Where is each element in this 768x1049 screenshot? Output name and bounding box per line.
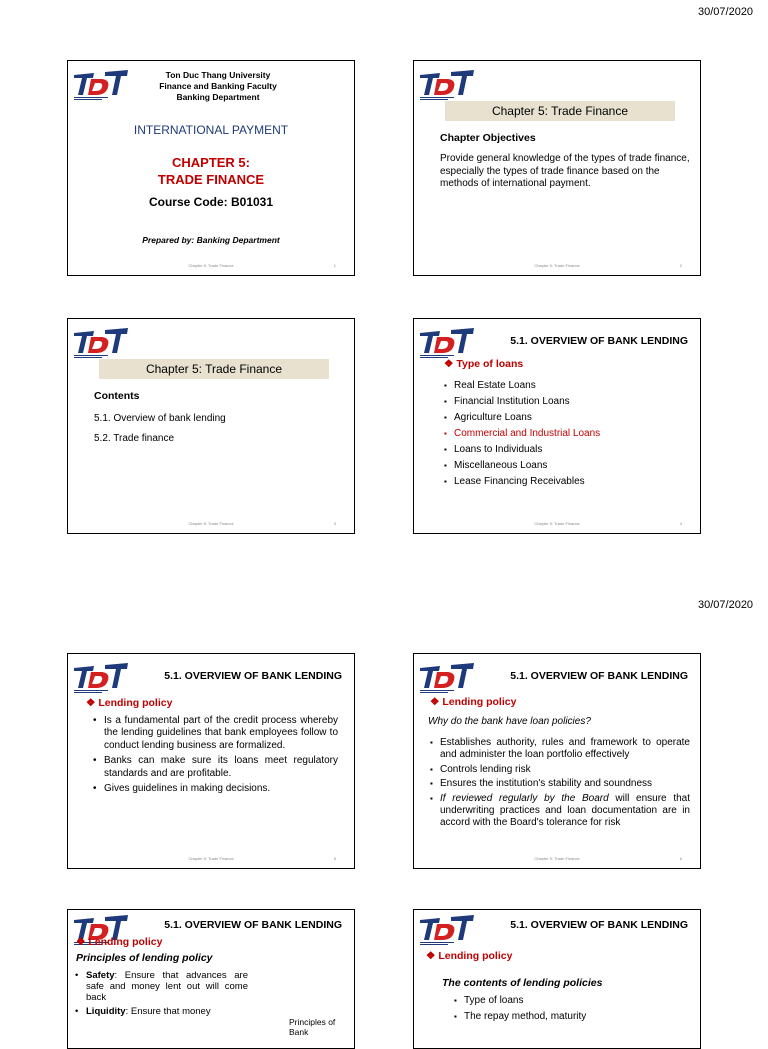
- list-item: [428, 793, 690, 830]
- list-item: [72, 970, 248, 1003]
- diamond-bullet-icon: ❖: [430, 696, 443, 708]
- principle-text: : Ensure that money: [125, 1006, 211, 1017]
- slide-footer: Chapter 5: Trade Finance: [188, 521, 234, 526]
- prepared-by: Prepared by: Banking Department: [142, 235, 280, 245]
- slide-footer: Chapter 5: Trade Finance: [188, 856, 234, 861]
- lending-policy-heading: [86, 697, 172, 709]
- list-item: ▪ Agriculture Loans: [442, 410, 692, 426]
- list-item: • Gives guidelines in making decisions.: [90, 783, 338, 795]
- list-item-highlighted: ▪ Commercial and Industrial Loans: [442, 426, 692, 442]
- list-item: ▪ Miscellaneous Loans: [442, 458, 692, 474]
- page-date: 30/07/2020: [698, 6, 754, 18]
- subheading-text: Lending policy: [442, 696, 517, 708]
- course-code: Course Code: B01031: [148, 195, 274, 209]
- list-item: • Banks can make sure its loans meet regulatory standards and are profitable.: [90, 755, 338, 780]
- contents-item: 5.1. Overview of bank lending: [94, 413, 226, 424]
- slide-number: 5: [333, 856, 336, 861]
- slide-header: 5.1. OVERVIEW OF BANK LENDING: [510, 919, 688, 931]
- chapter-title: TRADE FINANCE: [157, 172, 265, 187]
- subheading-text: Lending policy: [98, 697, 173, 709]
- slide-header: 5.1. OVERVIEW OF BANK LENDING: [510, 335, 688, 347]
- slide-footer: Chapter 5: Trade Finance: [534, 521, 580, 526]
- loan-types-list: [442, 378, 692, 490]
- slide-3: [67, 318, 355, 534]
- university-logo-icon: [72, 660, 130, 694]
- list-item: ▪ Financial Institution Loans: [442, 394, 692, 410]
- lending-policy-list: [90, 715, 338, 795]
- slide-header: 5.1. OVERVIEW OF BANK LENDING: [164, 670, 342, 682]
- slide-2: [413, 60, 701, 276]
- objectives-body: Provide general knowledge of the types of trade finance, especially the types of trade finance based on the methods of international payment.: [440, 153, 690, 189]
- slide-number: 3: [333, 521, 336, 526]
- university-logo-icon: [418, 660, 476, 694]
- list-item-text: will ensure that underwriting practices and loan documentation are in accord with the Board's tolerance for risk: [440, 792, 690, 829]
- list-item: ▪ Loans to Individuals: [442, 442, 692, 458]
- principle-text: : Ensure that advances are safe and money lent out will come back: [86, 970, 248, 1003]
- list-item: ▪ Real Estate Loans: [442, 378, 692, 394]
- university-logo-icon: [418, 67, 476, 101]
- slide-number: 6: [679, 856, 682, 861]
- slide-8: [413, 909, 701, 1049]
- question-text: Why do the bank have loan policies?: [428, 716, 591, 727]
- diamond-bullet-icon: ❖: [86, 697, 99, 709]
- slide-footer: Chapter 5: Trade Finance: [534, 263, 580, 268]
- chapter-number: CHAPTER 5:: [171, 155, 250, 170]
- university-logo-icon: [418, 912, 476, 946]
- chapter-band: Chapter 5: Trade Finance: [99, 359, 329, 379]
- principles-title: Principles of lending policy: [76, 952, 213, 964]
- principle-label: Safety: [86, 970, 115, 981]
- list-item: ▪ Establishes authority, rules and framework to operate and administer the loan portfolio effectively: [428, 737, 690, 762]
- list-item: [72, 1006, 248, 1017]
- list-item: ▪ Controls lending risk: [428, 764, 690, 776]
- contents-list: [452, 993, 682, 1025]
- lending-policy-heading: [426, 950, 512, 962]
- loan-policy-reasons-list: [428, 737, 690, 830]
- principles-list: [72, 970, 248, 1017]
- page-date: 30/07/2020: [698, 599, 754, 611]
- diamond-bullet-icon: ❖: [426, 950, 439, 962]
- department-name: Banking Department: [176, 92, 260, 102]
- list-item: ▪ The repay method, maturity: [452, 1009, 682, 1025]
- slide-number: 4: [679, 521, 682, 526]
- list-item: ▪ Type of loans: [452, 993, 682, 1009]
- slide-header: 5.1. OVERVIEW OF BANK LENDING: [510, 670, 688, 682]
- contents-title: The contents of lending policies: [442, 977, 603, 989]
- slide-header: 5.1. OVERVIEW OF BANK LENDING: [164, 919, 342, 931]
- slide-1: [67, 60, 355, 276]
- lending-policy-heading: [430, 696, 516, 708]
- university-logo-icon: [72, 325, 130, 359]
- faculty-name: Finance and Banking Faculty: [159, 81, 277, 91]
- slide-footer: Chapter 5: Trade Finance: [534, 856, 580, 861]
- contents-item: 5.2. Trade finance: [94, 433, 175, 444]
- objectives-heading: Chapter Objectives: [440, 132, 536, 144]
- diamond-bullet-icon: ❖: [444, 358, 457, 370]
- diamond-bullet-icon: ❖: [76, 936, 89, 948]
- italic-emphasis: If reviewed regularly by the Board: [440, 792, 609, 804]
- type-of-loans-heading: [444, 358, 523, 370]
- slide-7: [67, 909, 355, 1049]
- subheading-text: Lending policy: [88, 936, 163, 948]
- slide-number: 2: [679, 263, 682, 268]
- subheading-text: Lending policy: [438, 950, 513, 962]
- lending-policy-heading: [76, 936, 162, 948]
- university-name: Ton Duc Thang University: [165, 70, 271, 80]
- list-item: • Is a fundamental part of the credit process whereby the lending guidelines that bank employees follow to conduct lending business are formalized.: [90, 715, 338, 752]
- list-item: ▪ Lease Financing Receivables: [442, 474, 692, 490]
- course-title: INTERNATIONAL PAYMENT: [133, 123, 289, 137]
- chapter-band: Chapter 5: Trade Finance: [445, 101, 675, 121]
- slide-6: [413, 653, 701, 869]
- contents-heading: Contents: [94, 390, 140, 402]
- slide-5: [67, 653, 355, 869]
- subheading-text: Type of loans: [456, 358, 524, 370]
- slide-number: 1: [333, 263, 336, 268]
- diagram-caption: Principles of Bank: [289, 1017, 336, 1037]
- slide-4: [413, 318, 701, 534]
- slide-footer: Chapter 5: Trade Finance: [188, 263, 234, 268]
- principle-label: Liquidity: [86, 1006, 126, 1017]
- university-logo-icon: [418, 325, 476, 359]
- list-item: ▪ Ensures the institution's stability and soundness: [428, 778, 690, 790]
